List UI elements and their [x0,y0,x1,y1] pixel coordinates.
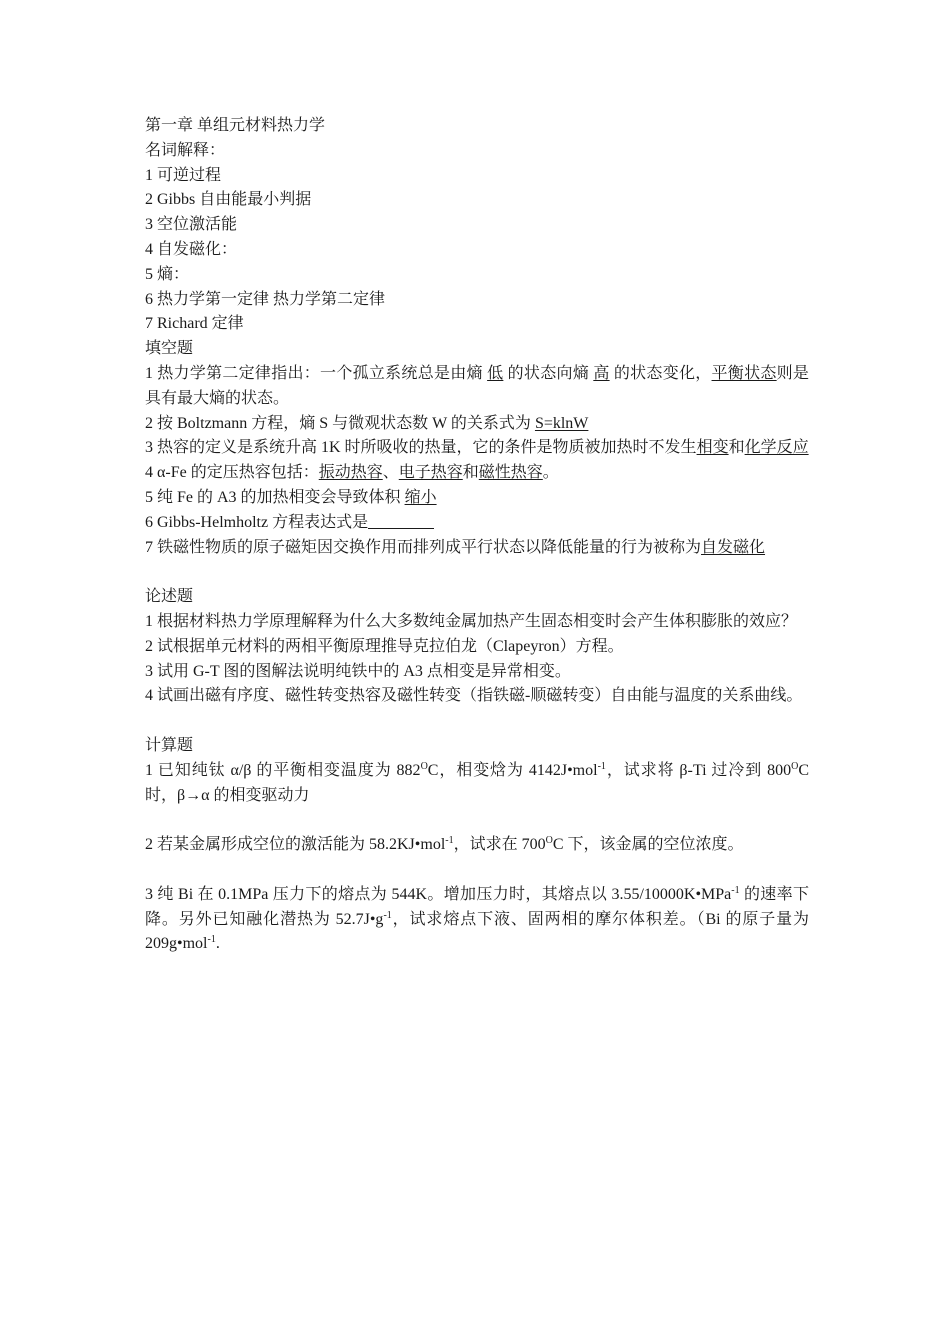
essay-item: 3 试用 G-T 图的图解法说明纯铁中的 A3 点相变是异常相变。 [145,662,571,680]
essay-item: 1 根据材料热力学原理解释为什么大多数纯金属加热产生固态相变时会产生体积膨胀的效应？ [145,612,798,630]
chapter-title: 第一章 单组元材料热力学 [145,117,326,134]
fill-question-4 [145,461,809,486]
fill-question-5 [145,486,809,511]
fill-question-1 [145,362,809,412]
fill-heading: 填空题 [145,340,194,358]
question-text: ，试求熔点下液、固两相的摩尔体积差。（Bi 的原子量为 209g•mol [145,910,809,953]
question-text: 7 铁磁性物质的原子磁矩因交换作用而排列成平行状态以降低能量的行为被称为 [145,538,702,556]
question-text: 1 热力学第二定律指出：一个孤立系统总是由熵 [145,364,488,382]
answer-blank: 化学反应 [744,439,809,457]
answer-blank: 振动热容 [318,464,383,482]
calc-question-3 [145,883,809,957]
calc-question-1 [145,759,809,809]
question-text: 、 [382,464,399,482]
definition-item: 4 自发磁化： [145,240,238,258]
answer-blank: 平衡状态 [711,364,777,382]
question-text: ，试求在 700 [453,836,546,854]
degree-sign: O [545,835,553,847]
answer-blank: 高 [593,364,610,382]
answer-blank: 缩小 [404,488,437,506]
spacer [145,709,809,734]
definition-item: 5 熵： [145,265,190,283]
question-text: 的状态向熵 [503,364,594,382]
essay-item: 4 试画出磁有序度、磁性转变热容及磁性转变（指铁磁-顺磁转变）自由能与温度的关系曲线。 [145,687,803,705]
spacer [145,858,809,883]
document-body [145,114,809,957]
definitions-heading: 名词解释： [145,141,226,159]
question-text: 3 纯 Bi 在 0.1MPa 压力下的熔点为 544K。增加压力时，其熔点以 3.55/10000K•MPa [145,885,732,903]
question-text: C 下，该金属的空位浓度。 [552,836,744,854]
question-text: 2 若某金属形成空位的激活能为 58.2KJ•mol [145,836,446,854]
essay-heading: 论述题 [145,588,194,606]
question-text: C，相变焓为 4142J•mol [427,761,598,779]
question-text: . [215,935,220,953]
answer-blank: 自发磁化 [701,538,766,556]
essay-item: 2 试根据单元材料的两相平衡原理推导克拉伯龙（Clapeyron）方程。 [145,637,624,655]
superscript: -1 [383,909,392,921]
question-text: 2 按 Boltzmann 方程，熵 S 与微观状态数 W 的关系式为 [145,414,535,432]
spacer [145,808,809,833]
superscript: -1 [445,835,454,847]
definition-item: 3 空位激活能 [145,216,238,234]
question-text: 则是具有最大熵的状态。 [145,364,809,407]
question-text: 6 Gibbs-Helmholtz 方程表达式是 [145,513,369,531]
fill-question-3 [145,436,809,461]
question-text: 的状态变化， [609,364,712,382]
degree-sign: O [420,760,428,772]
answer-blank: 磁性热容 [478,464,543,482]
definition-item: 7 Richard 定律 [145,315,244,333]
calc-heading: 计算题 [145,736,194,754]
definition-item: 2 Gibbs 自由能最小判据 [145,191,312,209]
superscript: -1 [731,884,740,896]
calc-question-2 [145,833,809,858]
answer-blank: 电子热容 [398,464,463,482]
definition-item: 1 可逆过程 [145,166,222,184]
answer-blank: 低 [487,364,504,382]
question-text: 的速率下降。另外已知融化潜热为 52.7J•g [145,885,809,928]
question-text: ，试求将 β-Ti 过冷到 800 [605,761,792,779]
answer-blank: S=klnW [534,414,589,432]
fill-question-2 [145,412,809,437]
spacer [145,560,809,585]
superscript: -1 [597,760,606,772]
fill-question-6 [145,511,809,536]
question-text: C 时，β→α 的相变驱动力 [145,761,809,804]
question-text: 。 [542,464,559,482]
question-text: 和 [728,439,745,457]
question-text: 1 已知纯钛 α/β 的平衡相变温度为 882 [145,761,421,779]
question-text: 4 α-Fe 的定压热容包括： [145,464,319,482]
question-text: 和 [462,464,479,482]
question-text: 5 纯 Fe 的 A3 的加热相变会导致体积 [145,488,405,506]
question-text: 3 热容的定义是系统升高 1K 时所吸收的热量，它的条件是物质被加热时不发生 [145,439,697,457]
superscript: -1 [207,934,216,946]
empty-answer-blank [368,512,434,529]
fill-question-7 [145,536,809,561]
answer-blank: 相变 [696,439,729,457]
degree-sign: O [791,760,799,772]
definition-item: 6 热力学第一定律 热力学第二定律 [145,290,386,308]
